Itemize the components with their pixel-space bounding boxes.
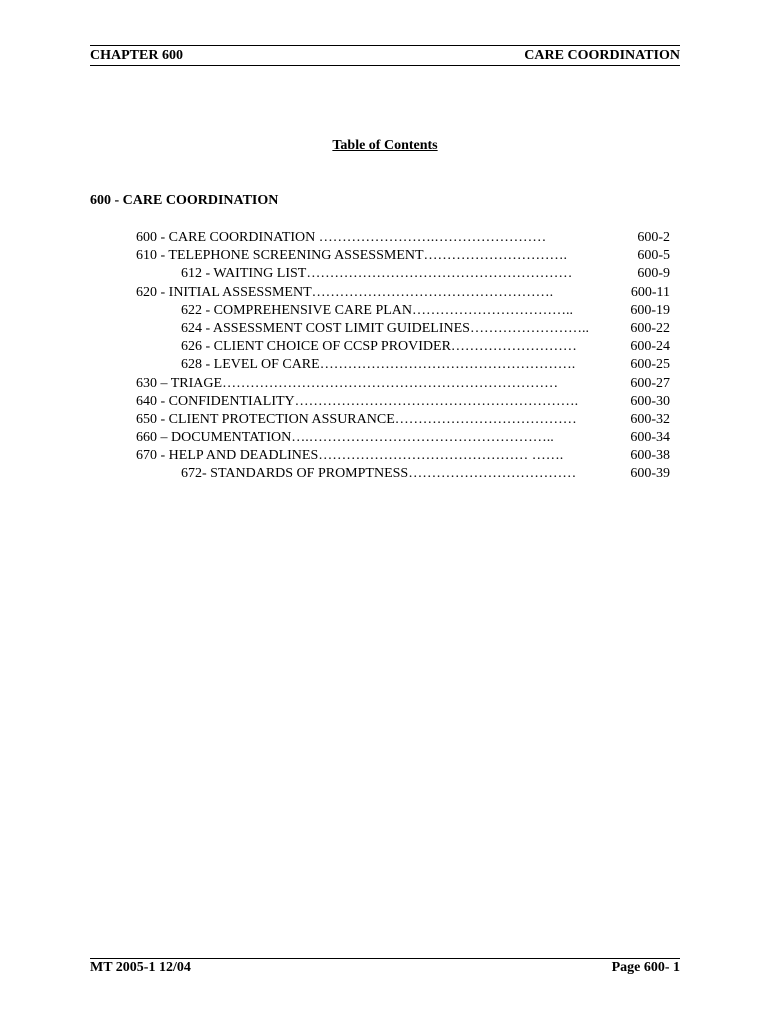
footer-revision: MT 2005-1 12/04 [90,960,191,975]
toc-entry-page: 600-30 [630,393,670,409]
toc-title [0,138,770,154]
toc-entry[interactable] [0,229,770,247]
toc-entry-page: 600-25 [630,357,670,373]
toc-entry-page: 600-32 [630,411,670,427]
toc-title-text: Table of Contents [332,138,438,153]
toc-entry-label: 650 - CLIENT PROTECTION ASSURANCE………………………………… [136,411,577,427]
toc-entry-page: 600-19 [630,302,670,318]
toc-entry-label: 660 – DOCUMENTATION….…………………………………………….. [136,430,554,446]
toc-entry-label: 600 - CARE COORDINATION …………………….…………………… [136,230,547,245]
toc-entry-page: 600-2 [637,230,670,245]
toc-entry-label: 640 - CONFIDENTIALITY……………………………………………………. [136,393,579,409]
toc-entry[interactable] [0,429,770,447]
section-heading: 600 - CARE COORDINATION [90,193,279,208]
footer-rule [90,958,680,959]
header-title: CARE COORDINATION [524,48,680,63]
toc-entry-label: 670 - HELP AND DEADLINES……………………………………… ……. [136,448,564,464]
toc-entry-label: 620 - INITIAL ASSESSMENT……………………………………………. [136,284,554,300]
toc-list [0,229,770,484]
toc-entry-label: 630 – TRIAGE……………………………………………………………… [136,375,559,391]
toc-entry-label: 628 - LEVEL OF CARE………………………………………………. [181,357,576,373]
toc-entry-page: 600-5 [637,248,670,264]
toc-entry-page: 600-39 [630,466,670,482]
toc-entry[interactable] [0,302,770,320]
header-chapter: CHAPTER 600 [90,48,183,63]
toc-entry-label: 624 - ASSESSMENT COST LIMIT GUIDELINES…………………….. [181,320,589,336]
toc-entry[interactable] [0,447,770,465]
toc-entry[interactable] [0,411,770,429]
toc-entry-page: 600-22 [630,320,670,336]
footer-page-number: Page 600- 1 [611,960,680,975]
toc-entry-page: 600-34 [630,430,670,446]
toc-entry-page: 600-9 [637,266,670,282]
header-top-rule [90,45,680,46]
toc-entry[interactable] [0,284,770,302]
toc-entry-label: 610 - TELEPHONE SCREENING ASSESSMENT…………………………. [136,248,568,264]
toc-entry[interactable] [0,265,770,283]
toc-entry[interactable] [0,320,770,338]
header-bottom-rule [90,65,680,66]
toc-entry[interactable] [0,338,770,356]
toc-entry-label: 612 - WAITING LIST………………………………………………… [181,266,573,282]
toc-entry[interactable] [0,356,770,374]
toc-entry-label: 622 - COMPREHENSIVE CARE PLAN…………………………….. [181,302,574,318]
toc-entry[interactable] [0,247,770,265]
toc-entry-page: 600-38 [630,448,670,464]
toc-entry[interactable] [0,393,770,411]
toc-entry-page: 600-24 [630,339,670,355]
toc-entry-page: 600-27 [630,375,670,391]
toc-entry[interactable] [0,465,770,483]
toc-entry-label: 626 - CLIENT CHOICE OF CCSP PROVIDER……………………… [181,339,577,355]
toc-entry-page: 600-11 [630,284,670,300]
toc-entry[interactable] [0,375,770,393]
toc-entry-label: 672- STANDARDS OF PROMPTNESS……………………………… [181,466,577,482]
